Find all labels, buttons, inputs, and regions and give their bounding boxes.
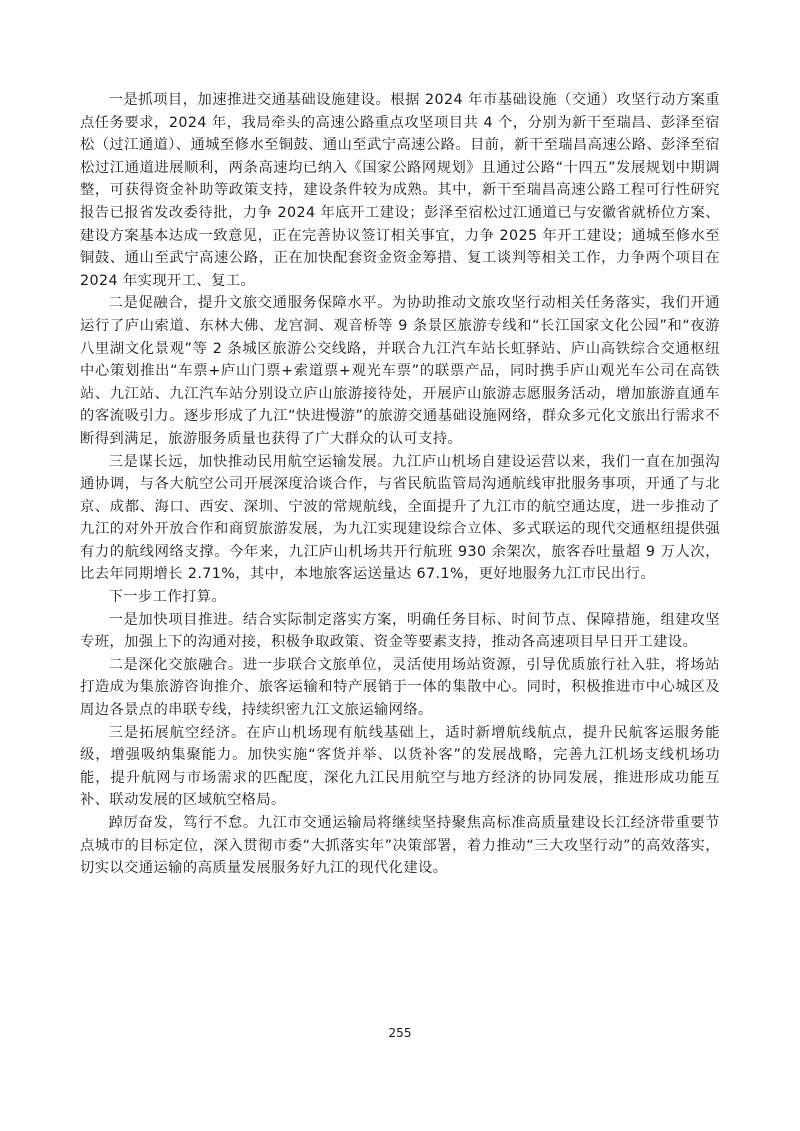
paragraph-conclusion: 踔厉奋发，笃行不怠。九江市交通运输局将继续坚持聚焦高标准高质量建设长江经济带重要节点城市的目标定位，深入贯彻市委“大抓落实年”决策部署，着力推动“三大攻坚行动”的高效落实，切实以交通运输的高质量发展服务好九江的现代化建设。 [80,815,720,877]
paragraph-transport-tourism-integration: 二是深化交旅融合。进一步联合文旅单位，灵活使用场站资源，引导优质旅行社入驻，将场站打造成为集旅游咨询推介、旅客运输和特产展销于一体的集散中心。同时，积极推进市中心城区及周边各景点的串联专线，持续织密九江文旅运输网络。 [80,656,720,719]
paragraph-civil-aviation: 三是谋长远，加快推动民用航空运输发展。九江庐山机场自建设运营以来，我们一直在加强沟通协调，与各大航空公司开展深度洽谈合作，与省民航监管局沟通航线审批服务事项，开通了与北京、成都、海口、西安、深圳、宁波的常规航线，全面提升了九江市的航空通达度，进一步推动了九江的对外开放合作和商贸旅游发展，为九江实现建设综合立体、多式联运的现代交通枢纽提供强有力的航线网络支撑。今年来，九江庐山机场共开行航班 930 余架次，旅客吞吐量超 9 万人次，比去年同期增长 2.71%，其中，本地旅客运送量达 67.1%，更好地服务九江市民出行。 [80,453,720,583]
paragraph-highway-projects: 一是抓项目，加速推进交通基础设施建设。根据 2024 年市基础设施（交通）攻坚行动方案重点任务要求，2024 年，我局牵头的高速公路重点攻坚项目共 4 个，分别为新干至瑞昌、彭泽至宿松（过江通道）、通城至修水至铜鼓、通山至武宁高速公路。目前，新干至瑞昌高速公路、彭泽至宿松过江通道进展顺利，两条高速均已纳入《国家公路网规划》且通过公路“十四五”发展规划中期调整，可获得资金补助等政策支持，建设条件较为成熟。其中，新干至瑞昌高速公路工程可行性研究报告已报省发改委待批，力争 2024 年底开工建设；彭泽至宿松过江通道已与安徽省就桥位方案、建设方案基本达成一致意见，正在完善协议签订相关事宜，力争 2025 年开工建设；通城至修水至铜鼓、通山至武宁高速公路，正在加快配套资金资金筹措、复工谈判等相关工作，力争两个项目在 2024 年实现开工、复工。 [80,92,720,289]
paragraph-aviation-economy: 三是拓展航空经济。在庐山机场现有航线基础上，适时新增航线航点，提升民航客运服务能级，增强吸纳集聚能力。加快实施“客货并举、以货补客”的发展战略，完善九江机场支线机场功能，提升航网与市场需求的匹配度，深化九江民用航空与地方经济的协同发展，推进形成功能互补、联动发展的区域航空格局。 [80,724,720,809]
document-body [80,89,720,880]
paragraph-project-advancement: 一是加快项目推进。结合实际制定落实方案，明确任务目标、时间节点、保障措施，组建攻坚专班，加强上下的沟通对接，积极争取政策、资金等要素支持，推动各高速项目早日开工建设。 [80,611,720,651]
page-number: 255 [388,1026,412,1040]
paragraph-next-steps-heading: 下一步工作打算。 [108,589,227,606]
paragraph-culture-tourism-transport: 二是促融合，提升文旅交通服务保障水平。为协助推动文旅攻坚行动相关任务落实，我们开通运行了庐山索道、东林大佛、龙宫洞、观音桥等 9 条景区旅游专线和“长江国家文化公园”和“夜游八里湖文化景观”等 2 条城区旅游公交线路，并联合九江汽车站长虹驿站、庐山高铁综合交通枢纽中心策划推出“车票+庐山门票+索道票+观光车票”的联票产品，同时携手庐山观光车公司在高铁站、九江站、九江汽车站分别设立庐山旅游接待处，开展庐山旅游志愿服务活动，增加旅游直通车的客流吸引力。逐步形成了九江“快进慢游”的旅游交通基础设施网络，群众多元化文旅出行需求不断得到满足，旅游服务质量也获得了广大群众的认可支持。 [80,295,720,447]
